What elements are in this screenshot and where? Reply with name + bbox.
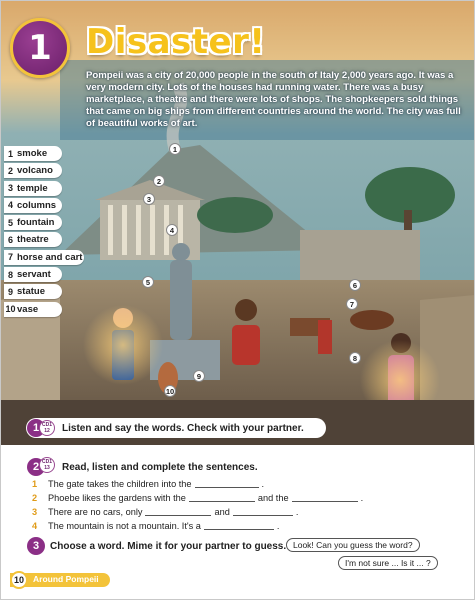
page-title: Disaster!	[86, 22, 266, 62]
word-number: 2	[7, 165, 13, 176]
footer-section-title: Around Pompeii	[33, 574, 99, 584]
answer-blank[interactable]	[189, 493, 255, 502]
cd-track: 12	[44, 428, 50, 434]
picture-marker-5: 5	[142, 276, 154, 288]
picture-marker-10: 10	[165, 386, 175, 396]
tree-canopy	[197, 197, 273, 233]
word-item-smoke	[4, 146, 62, 161]
picture-marker-6: 6	[349, 279, 361, 291]
boy-red-head	[235, 299, 257, 321]
word-number: 1	[7, 148, 13, 159]
sentence-number: 4	[32, 520, 38, 531]
statue-head	[172, 243, 190, 261]
word-number: 3	[7, 183, 13, 194]
task-1-number-badge: 1	[27, 419, 45, 437]
unit-number-badge: 1	[10, 18, 70, 78]
statue-figure	[170, 260, 192, 340]
answer-blank[interactable]	[204, 521, 274, 530]
word-number: 9	[7, 286, 13, 297]
sentence-text: The gate takes the children into the	[48, 478, 192, 489]
word-label: smoke	[17, 148, 48, 159]
speech-bubble-1: Look! Can you guess the word?	[286, 538, 420, 552]
boy-red	[232, 325, 260, 365]
word-number: 10	[5, 304, 16, 315]
word-label: vase	[17, 303, 39, 315]
word-item-theatre	[4, 232, 62, 247]
city-buildings	[300, 230, 420, 280]
word-label: fountain	[17, 217, 55, 229]
cd-track: 13	[44, 465, 50, 471]
task-2-instruction: Read, listen and complete the sentences.	[62, 461, 258, 473]
task-2-heading	[62, 458, 258, 476]
page-number: 10	[10, 571, 28, 589]
word-label: statue	[17, 286, 45, 298]
task-3-heading	[50, 538, 286, 554]
word-number: 8	[7, 269, 13, 280]
word-item-horse-and-cart	[4, 250, 84, 265]
sentence-4	[32, 519, 279, 532]
word-item-columns	[4, 198, 62, 213]
picture-marker-7: 7	[346, 298, 358, 310]
answer-blank[interactable]	[233, 507, 293, 516]
sentence-end: .	[295, 506, 299, 517]
sentence-number: 2	[32, 492, 38, 503]
word-item-statue	[4, 284, 62, 299]
task-3-number-badge: 3	[27, 537, 45, 555]
word-label: columns	[17, 199, 57, 211]
sentence-mid: and	[214, 506, 230, 517]
sentence-2	[32, 491, 363, 504]
word-item-vase	[4, 302, 62, 317]
picture-marker-3: 3	[143, 193, 155, 205]
word-number: 6	[7, 234, 13, 245]
picture-marker-1: 1	[169, 143, 181, 155]
picture-marker-4: 4	[166, 224, 178, 236]
cd-label: CD1	[41, 422, 52, 428]
word-item-servant	[4, 267, 62, 282]
word-label: horse and cart	[17, 251, 83, 263]
horse	[350, 310, 394, 330]
answer-blank[interactable]	[195, 479, 259, 488]
word-label: volcano	[17, 165, 53, 177]
picture-marker-9: 9	[193, 370, 205, 382]
intro-paragraph: Pompeii was a city of 20,000 people in the south of Italy 2,000 years ago. It was a very modern city. Lots of the houses had running water. There was a busy marketplace, a theatre and there were lots of shops. The shopkeepers sold things that came on big ships from different countries around the world. The city was full of beautiful works of art.	[86, 70, 461, 129]
word-label: servant	[17, 269, 51, 281]
task-1-instruction: Listen and say the words. Check with your partner.	[62, 422, 304, 434]
sentence-end: .	[276, 520, 280, 531]
servant-figure	[318, 320, 332, 354]
word-list	[4, 146, 84, 319]
glow-left	[83, 305, 163, 385]
task-1-cd-icon[interactable]	[39, 420, 55, 436]
sentence-text: Phoebe likes the gardens with the	[48, 492, 186, 503]
sentence-mid: and the	[257, 492, 289, 503]
word-item-fountain	[4, 215, 62, 230]
sentence-number: 3	[32, 506, 38, 517]
sentence-3	[32, 505, 298, 518]
word-number: 7	[7, 252, 13, 263]
speech-bubble-2: I'm not sure ... Is it ... ?	[338, 556, 438, 570]
answer-blank[interactable]	[145, 507, 211, 516]
task-3-instruction: Choose a word. Mime it for your partner to guess.	[50, 540, 287, 552]
sentence-text: The mountain is not a mountain. It's a	[48, 520, 201, 531]
word-label: theatre	[17, 234, 49, 246]
sentence-1	[32, 477, 264, 490]
sentence-text: There are no cars, only	[48, 506, 143, 517]
word-item-temple	[4, 181, 62, 196]
task-2-cd-icon[interactable]	[39, 457, 55, 473]
word-label: temple	[17, 182, 48, 194]
picture-marker-8: 8	[349, 352, 361, 364]
word-number: 5	[7, 217, 13, 228]
cd-label: CD1	[41, 459, 52, 465]
sentence-end: .	[360, 492, 364, 503]
picture-marker-2: 2	[153, 175, 165, 187]
word-number: 4	[7, 200, 13, 211]
word-item-volcano	[4, 163, 62, 178]
task-1-bar	[26, 418, 326, 438]
answer-blank[interactable]	[292, 493, 358, 502]
sentence-number: 1	[32, 478, 38, 489]
sentence-end: .	[261, 478, 265, 489]
task-2-number-badge: 2	[27, 458, 45, 476]
